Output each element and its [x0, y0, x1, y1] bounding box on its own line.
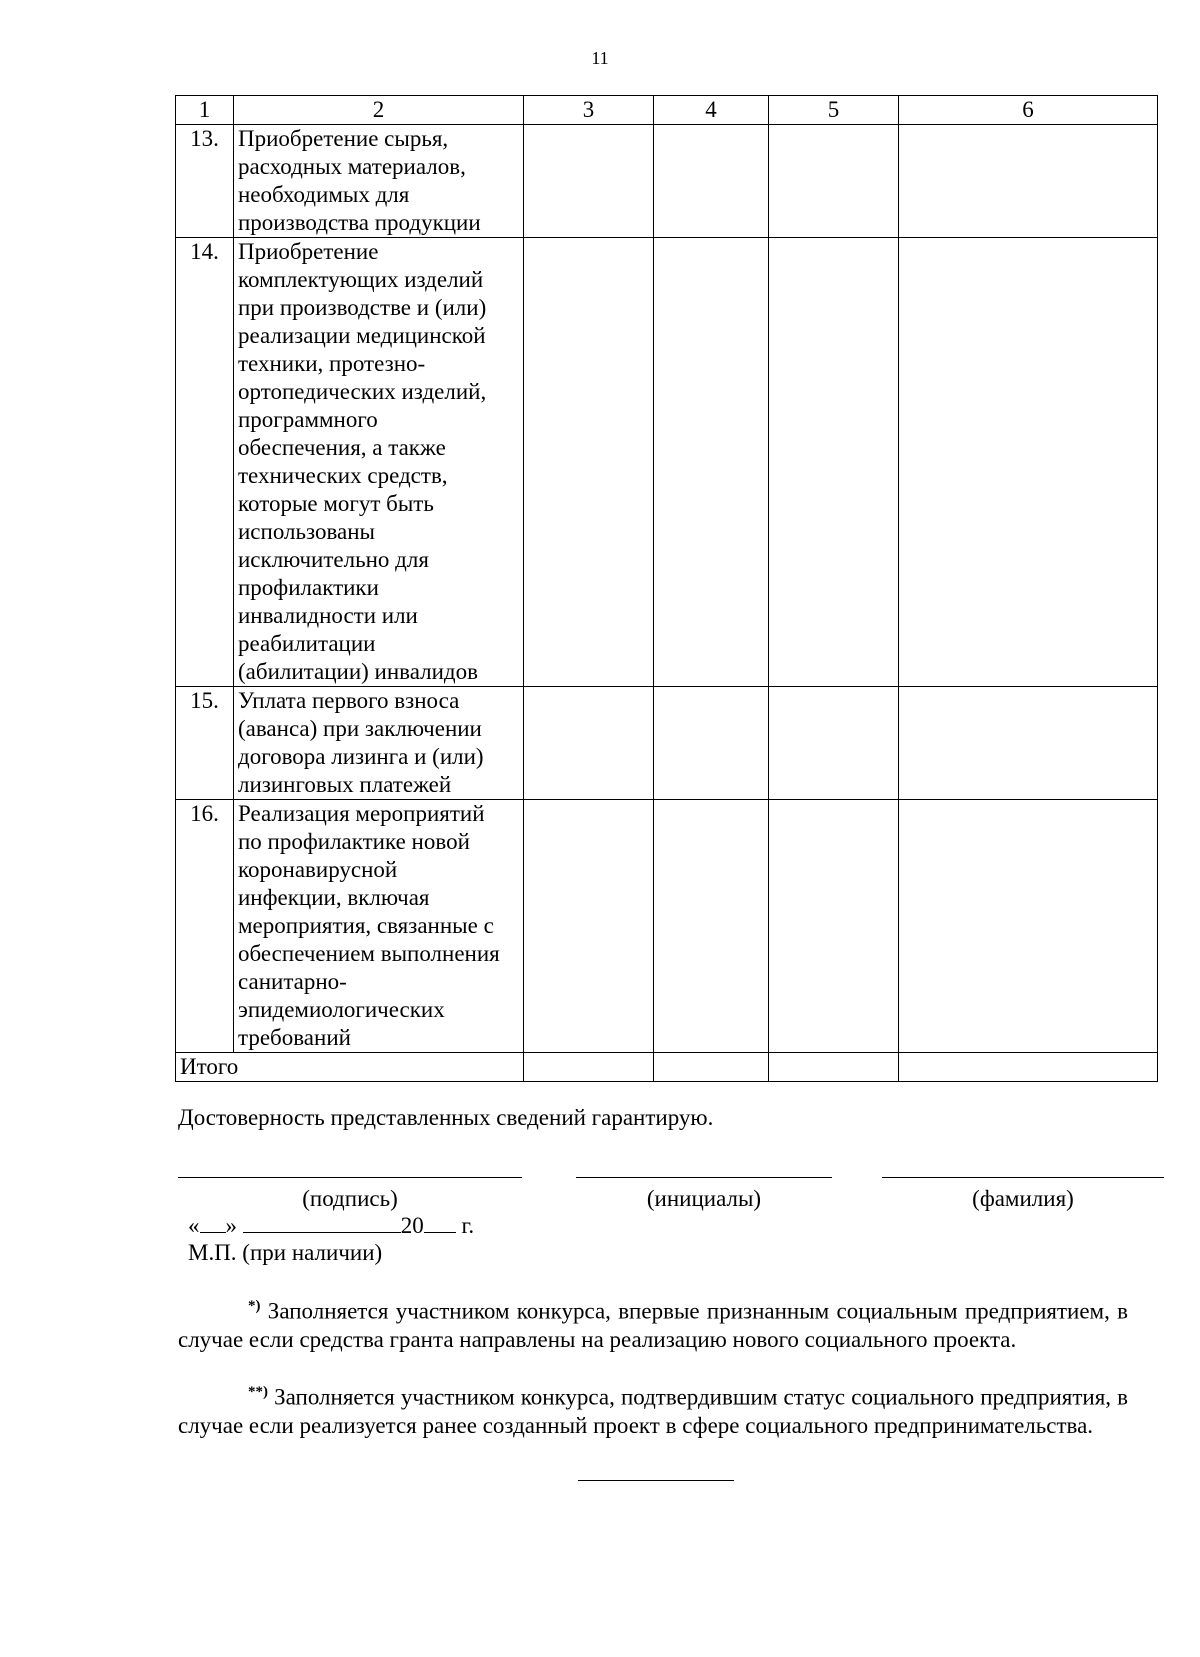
column-header: 5: [769, 96, 899, 125]
empty-cell: [524, 238, 654, 687]
description-line: программного: [238, 407, 378, 432]
column-header: 4: [654, 96, 769, 125]
table-header-row: [176, 96, 1158, 125]
column-header: 6: [899, 96, 1158, 125]
description-line: комплектующих изделий: [238, 267, 484, 292]
date-open-quote: «: [188, 1213, 200, 1238]
description-line: техники, протезно-: [238, 351, 426, 376]
description-line: эпидемиологических: [238, 997, 445, 1022]
description-line: требований: [238, 1025, 351, 1050]
description-line: Приобретение: [238, 239, 379, 264]
description-line: расходных материалов,: [238, 154, 466, 179]
empty-cell: [899, 800, 1158, 1053]
guarantee-statement: Достоверность представленных сведений гарантирую.: [178, 1105, 714, 1130]
footnote-text: Заполняется участником конкурса, впервые признанным социальным предприятием, в случае если средства гранта направлены на реализацию нового социального проекта.: [178, 1298, 1128, 1352]
description-line: исключительно для: [238, 547, 429, 572]
footnote-mark: **): [248, 1384, 268, 1400]
empty-cell: [654, 238, 769, 687]
month-blank: [243, 1210, 401, 1233]
description-line: (абилитации) инвалидов: [238, 659, 478, 684]
table-row: [176, 687, 1158, 800]
empty-cell: [899, 1053, 1158, 1082]
row-number: 13.: [176, 125, 234, 238]
row-description: [234, 238, 524, 687]
description-line: необходимых для: [238, 182, 410, 207]
date-close-quote: »: [225, 1213, 237, 1238]
empty-cell: [899, 238, 1158, 687]
row-number: 15.: [176, 687, 234, 800]
description-line: инвалидности или: [238, 603, 418, 628]
stamp-placeholder: М.П. (при наличии): [188, 1240, 383, 1265]
surname-caption: (фамилия): [972, 1186, 1074, 1211]
empty-cell: [524, 800, 654, 1053]
date-line: [188, 1210, 474, 1239]
description-line: обеспечением выполнения: [238, 941, 500, 966]
empty-cell: [769, 687, 899, 800]
row-description: [234, 800, 524, 1053]
end-rule: [578, 1480, 734, 1481]
day-blank: [200, 1210, 226, 1233]
description-line: технических средств,: [238, 463, 448, 488]
column-header: 1: [176, 96, 234, 125]
signature-line: [178, 1177, 522, 1178]
empty-cell: [769, 238, 899, 687]
description-line: Реализация мероприятий: [238, 801, 485, 826]
initials-line: [576, 1177, 832, 1178]
row-number: 16.: [176, 800, 234, 1053]
empty-cell: [654, 800, 769, 1053]
year-prefix: 20: [400, 1213, 424, 1238]
footnote-first: [178, 1292, 1128, 1354]
empty-cell: [654, 687, 769, 800]
description-line: которые могут быть: [238, 491, 434, 516]
empty-cell: [769, 125, 899, 238]
expense-table: [175, 95, 1158, 1082]
description-line: реализации медицинской: [238, 323, 486, 348]
empty-cell: [524, 687, 654, 800]
column-header: 2: [234, 96, 524, 125]
column-header: 3: [524, 96, 654, 125]
footnote-text: Заполняется участником конкурса, подтвердившим статус социального предприятия, в случае если реализуется ранее созданный проект в сфере социального предпринимательства.: [178, 1384, 1128, 1438]
description-line: реабилитации: [238, 631, 376, 656]
empty-cell: [899, 125, 1158, 238]
table-row: [176, 238, 1158, 687]
description-line: по профилактике новой: [238, 829, 470, 854]
initials-caption: (инициалы): [646, 1186, 762, 1211]
empty-cell: [524, 1053, 654, 1082]
footnote-second: [178, 1378, 1128, 1440]
year-suffix: г.: [461, 1213, 475, 1238]
description-line: договора лизинга и (или): [238, 744, 484, 769]
description-line: профилактики: [238, 575, 379, 600]
empty-cell: [654, 125, 769, 238]
description-line: санитарно-: [238, 969, 347, 994]
description-line: коронавирусной: [238, 857, 398, 882]
empty-cell: [899, 687, 1158, 800]
total-row: [176, 1053, 1158, 1082]
empty-cell: [769, 1053, 899, 1082]
total-label: Итого: [176, 1053, 524, 1082]
surname-line: [882, 1177, 1164, 1178]
empty-cell: [524, 125, 654, 238]
footnote-mark: *): [248, 1298, 261, 1314]
year-blank: [424, 1210, 456, 1233]
description-line: использованы: [238, 519, 375, 544]
description-line: ортопедических изделий,: [238, 379, 487, 404]
description-line: лизинговых платежей: [238, 772, 452, 797]
page-number: 11: [591, 48, 609, 68]
row-number: 14.: [176, 238, 234, 687]
description-line: при производстве и (или): [238, 295, 487, 320]
empty-cell: [769, 800, 899, 1053]
description-line: Приобретение сырья,: [238, 126, 449, 151]
description-line: мероприятия, связанные с: [238, 913, 494, 938]
empty-cell: [654, 1053, 769, 1082]
description-line: инфекции, включая: [238, 885, 430, 910]
table-row: [176, 800, 1158, 1053]
table-row: [176, 125, 1158, 238]
description-line: (аванса) при заключении: [238, 716, 482, 741]
description-line: производства продукции: [238, 210, 481, 235]
signature-caption: (подпись): [302, 1186, 398, 1211]
row-description: [234, 687, 524, 800]
description-line: обеспечения, а также: [238, 435, 446, 460]
row-description: [234, 125, 524, 238]
description-line: Уплата первого взноса: [238, 688, 460, 713]
